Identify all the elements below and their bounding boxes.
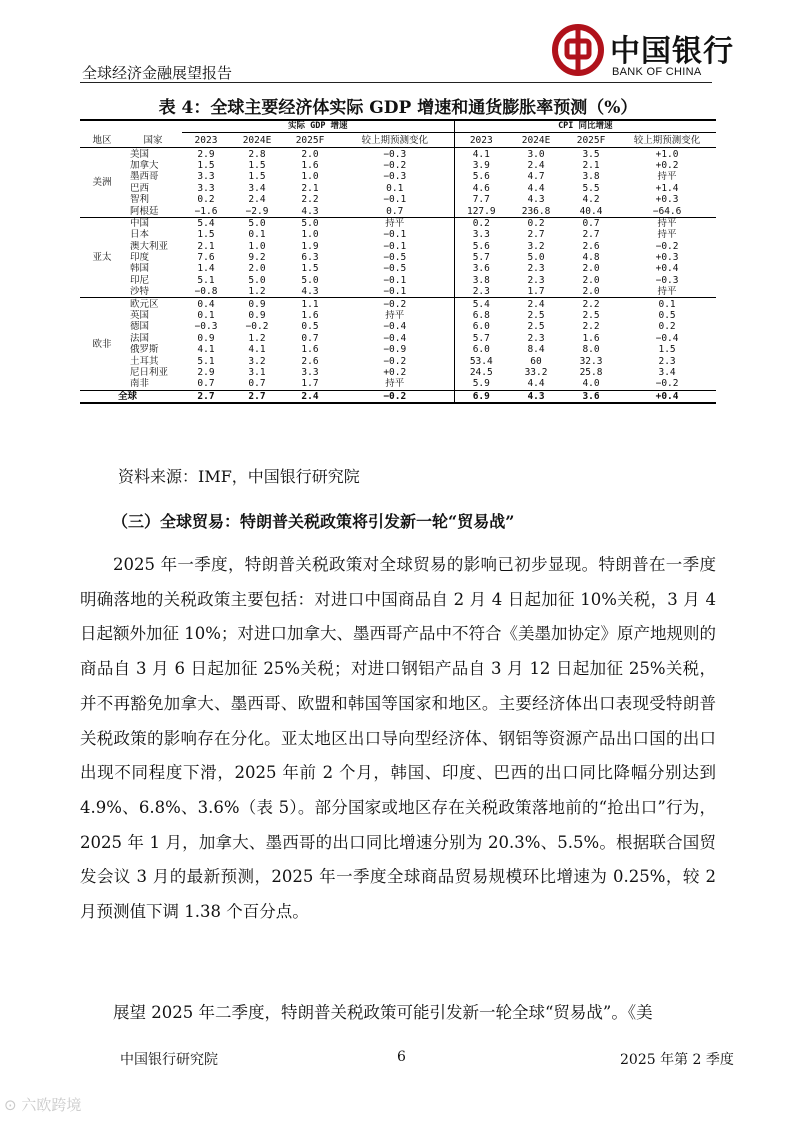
country-cell: 智利 (130, 194, 150, 206)
cpi-value-cell: 6.0 (472, 321, 490, 333)
table-row (80, 367, 716, 378)
cpi-value-cell: 127.9 (466, 205, 496, 217)
gdp-value-cell: 6.3 (301, 252, 319, 264)
cpi-value-cell: 1.7 (527, 286, 545, 298)
cpi-value-cell: 2.5 (527, 321, 545, 333)
logo-english-name: BANK OF CHINA (612, 66, 702, 78)
cpi-change-cell: +0.3 (655, 252, 679, 264)
cpi-value-cell: 4.7 (527, 171, 545, 183)
cpi-value-cell: 2.5 (582, 310, 600, 322)
cpi-value-cell: 3.8 (582, 171, 600, 183)
cpi-value-cell: 2.0 (582, 286, 600, 298)
gdp-value-cell: 5.0 (284, 217, 336, 229)
cpi-value-cell: 1.6 (582, 332, 600, 344)
country-cell: 俄罗斯 (130, 344, 159, 356)
gdp-value-cell: −1.6 (194, 205, 218, 217)
cpi-change-cell: +0.3 (655, 194, 679, 206)
gdp-value-cell: 4.3 (301, 205, 319, 217)
table-row (80, 298, 716, 310)
table-row (80, 217, 716, 229)
cpi-value-cell: 32.3 (579, 355, 603, 367)
gdp-value-cell: 1.5 (248, 159, 266, 171)
gdp-value-cell: 0.7 (301, 332, 319, 344)
gdp-value-cell: 0.2 (197, 194, 215, 206)
cpi-value-cell: 4.1 (454, 148, 508, 160)
gdp-value-cell: 5.0 (301, 274, 319, 286)
region-cell: 欧非 (80, 298, 124, 390)
gdp-value-cell: 2.0 (248, 263, 266, 275)
gdp-value-cell: 0.9 (248, 310, 266, 322)
watermark-text: 六欧跨境 (21, 1096, 82, 1114)
cpi-value-cell: 3.9 (472, 159, 490, 171)
gdp-change-cell: −0.1 (336, 275, 454, 286)
gdp-change-cell: −0.2 (336, 298, 454, 310)
cpi-change-cell: 2.3 (658, 355, 676, 367)
gdp-change-cell: −0.4 (336, 333, 454, 344)
cpi-value-cell: 33.2 (524, 367, 548, 378)
cpi-value-cell: 40.4 (579, 205, 603, 217)
cpi-value-cell: 25.8 (579, 367, 603, 378)
country-cell: 德国 (130, 321, 150, 333)
country-cell: 墨西哥 (130, 171, 159, 183)
total-gdp-cell: 2.7 (182, 390, 230, 403)
cpi-change-cell: 1.5 (658, 344, 676, 356)
cpi-group-header: CPI 同比增速 (454, 120, 716, 133)
cpi-value-cell: 8.0 (582, 344, 600, 356)
gdp-change-cell: −0.2 (336, 160, 454, 171)
cpi-change-cell: +0.2 (655, 159, 679, 171)
cpi-value-cell: 4.4 (527, 378, 545, 390)
footer-publisher: 中国银行研究院 (120, 1052, 218, 1068)
gdp-value-cell: 2.0 (284, 148, 336, 160)
cpi-value-cell: 5.6 (472, 171, 490, 183)
gdp-value-cell: 2.9 (197, 367, 215, 378)
cpi-value-cell: 2.1 (582, 159, 600, 171)
total-cpi-cell: 6.9 (454, 390, 508, 403)
gdp-value-cell: 3.3 (197, 171, 215, 183)
cpi-year-header: 2023 (454, 133, 508, 148)
gdp-change-cell: 0.7 (336, 205, 454, 217)
cpi-value-cell: 60 (530, 355, 542, 367)
country-cell: 南非 (130, 378, 150, 390)
gdp-value-cell: 4.1 (197, 344, 215, 356)
cpi-change-cell: 持平 (657, 171, 677, 183)
table-row (80, 275, 716, 286)
cpi-year-header: 2025F (564, 133, 618, 148)
gdp-value-cell: 3.1 (248, 367, 266, 378)
gdp-value-cell: 1.0 (248, 240, 266, 252)
cpi-value-cell: 0.2 (508, 217, 564, 229)
gdp-change-cell: 持平 (336, 310, 454, 321)
region-col-header: 地区 (80, 133, 124, 148)
cpi-value-cell: 8.4 (527, 344, 545, 356)
gdp-value-cell: 2.9 (182, 148, 230, 160)
country-cell: 印尼 (130, 274, 150, 286)
gdp-value-cell: 3.3 (301, 367, 319, 378)
gdp-value-cell: 4.3 (301, 286, 319, 298)
total-gdp-cell: 2.7 (230, 390, 284, 403)
cpi-value-cell: 236.8 (521, 205, 551, 217)
gdp-value-cell: 4.1 (248, 344, 266, 356)
table-row (80, 252, 716, 263)
gdp-change-cell: −0.4 (336, 321, 454, 332)
cpi-value-cell: 2.3 (472, 286, 490, 298)
cpi-change-cell: +1.0 (618, 148, 716, 160)
cpi-value-cell: 4.3 (527, 194, 545, 206)
gdp-value-cell: 1.9 (301, 240, 319, 252)
total-label-cell: 全球 (80, 390, 182, 403)
footer-period: 2025 年第 2 季度 (620, 1052, 734, 1068)
country-cell: 巴西 (130, 182, 150, 194)
gdp-change-header: 较上期预测变化 (336, 133, 454, 148)
gdp-value-cell: 3.4 (248, 182, 266, 194)
cpi-value-cell: 53.4 (469, 355, 493, 367)
cpi-value-cell: 6.0 (472, 344, 490, 356)
gdp-value-cell: 5.4 (182, 217, 230, 229)
cpi-value-cell: 4.8 (582, 252, 600, 264)
cpi-value-cell: 2.0 (582, 274, 600, 286)
report-title: 全球经济金融展望报告 (82, 64, 233, 82)
gdp-value-cell: 1.5 (301, 263, 319, 275)
cpi-change-cell: 持平 (618, 217, 716, 229)
cpi-change-cell: 持平 (657, 286, 677, 298)
gdp-change-cell: −0.9 (336, 344, 454, 355)
total-gdp-cell: 2.4 (284, 390, 336, 403)
country-cell: 加拿大 (130, 159, 159, 171)
gdp-value-cell: 0.9 (197, 332, 215, 344)
cpi-change-cell: 3.4 (658, 367, 676, 378)
gdp-value-cell: 7.6 (197, 252, 215, 264)
table-row (80, 183, 716, 194)
gdp-value-cell: −0.8 (194, 286, 218, 298)
country-cell: 沙特 (130, 286, 150, 298)
table-row (80, 321, 716, 332)
cpi-value-cell: 5.9 (472, 378, 490, 390)
table-row (80, 171, 716, 182)
cpi-value-cell: 2.6 (582, 240, 600, 252)
table-row (80, 229, 716, 240)
table-caption: 表 4：全球主要经济体实际 GDP 增速和通货膨胀率预测（%） (158, 98, 638, 118)
gdp-value-cell: 9.2 (248, 252, 266, 264)
country-cell: 印度 (130, 252, 150, 264)
gdp-year-header: 2024E (230, 133, 284, 148)
cpi-value-cell: 2.2 (582, 321, 600, 333)
gdp-value-cell: 2.6 (301, 355, 319, 367)
gdp-value-cell: 1.0 (301, 229, 319, 241)
table-row (80, 378, 716, 390)
section-heading: （三）全球贸易：特朗普关税政策将引发新一轮“贸易战” (112, 512, 515, 531)
gdp-value-cell: 1.0 (301, 171, 319, 183)
table-row (80, 241, 716, 252)
gdp-value-cell: 5.0 (230, 217, 284, 229)
gdp-change-cell: −0.1 (336, 229, 454, 240)
cpi-change-cell: −64.6 (652, 205, 682, 217)
cpi-value-cell: 5.5 (582, 182, 600, 194)
cpi-year-header: 2024E (508, 133, 564, 148)
bank-of-china-logo (552, 22, 734, 82)
cpi-value-cell: 2.2 (564, 298, 618, 310)
table-row (80, 355, 716, 366)
logo-chinese-name: 中国银行 (610, 34, 734, 69)
country-cell: 欧元区 (124, 298, 182, 310)
gdp-value-cell: 5.0 (248, 274, 266, 286)
gdp-value-cell: 0.9 (230, 298, 284, 310)
gdp-value-cell: 0.5 (301, 321, 319, 333)
gdp-value-cell: 1.6 (301, 344, 319, 356)
country-cell: 英国 (130, 310, 150, 322)
gdp-value-cell: 0.1 (248, 229, 266, 241)
gdp-value-cell: 1.4 (197, 263, 215, 275)
cpi-value-cell: 0.2 (454, 217, 508, 229)
country-cell: 日本 (130, 229, 150, 241)
country-cell: 土耳其 (130, 355, 159, 367)
cpi-value-cell: 5.7 (472, 252, 490, 264)
gdp-value-cell: 2.4 (248, 194, 266, 206)
cpi-value-cell: 2.4 (508, 298, 564, 310)
country-cell: 中国 (124, 217, 182, 229)
watermark-icon: ⊙ (4, 1096, 22, 1114)
cpi-value-cell: 3.2 (527, 240, 545, 252)
country-cell: 澳大利亚 (130, 240, 169, 252)
cpi-change-cell: +1.4 (655, 182, 679, 194)
body-paragraph: 展望 2025 年二季度，特朗普关税政策可能引发新一轮全球“贸易战”。《美 (113, 1003, 653, 1022)
gdp-change-cell: −0.3 (336, 171, 454, 182)
table-row (80, 148, 716, 160)
gdp-value-cell: 1.2 (248, 286, 266, 298)
cpi-value-cell: 3.0 (508, 148, 564, 160)
cpi-value-cell: 3.6 (472, 263, 490, 275)
country-cell: 尼日利亚 (130, 367, 169, 378)
table-row (80, 344, 716, 355)
cpi-value-cell: 3.5 (564, 148, 618, 160)
table-row (80, 286, 716, 298)
country-cell: 韩国 (130, 263, 150, 275)
table-row (80, 310, 716, 321)
cpi-value-cell: 2.4 (527, 159, 545, 171)
cpi-change-cell: 持平 (657, 229, 677, 241)
gdp-group-header: 实际 GDP 增速 (182, 120, 454, 133)
gdp-change-cell: −0.1 (336, 241, 454, 252)
total-cpi-change-cell: +0.4 (618, 390, 716, 403)
gdp-change-cell: 持平 (336, 217, 454, 229)
cpi-value-cell: 2.5 (527, 310, 545, 322)
gdp-value-cell: 0.1 (197, 310, 215, 322)
cpi-change-cell: 0.5 (658, 310, 676, 322)
gdp-inflation-table (80, 119, 716, 404)
table-source: 资料来源：IMF，中国银行研究院 (118, 467, 360, 486)
cpi-value-cell: 5.7 (472, 332, 490, 344)
gdp-value-cell: 3.2 (248, 355, 266, 367)
cpi-change-cell: +0.4 (655, 263, 679, 275)
gdp-value-cell: 0.7 (248, 378, 266, 390)
cpi-value-cell: 7.7 (472, 194, 490, 206)
gdp-value-cell: 2.1 (197, 240, 215, 252)
cpi-value-cell: 24.5 (469, 367, 493, 378)
cpi-value-cell: 2.3 (527, 274, 545, 286)
cpi-change-cell: 0.1 (618, 298, 716, 310)
cpi-value-cell: 3.3 (472, 229, 490, 241)
gdp-value-cell: 1.5 (197, 159, 215, 171)
gdp-value-cell: 2.8 (230, 148, 284, 160)
cpi-value-cell: 5.4 (454, 298, 508, 310)
gdp-value-cell: 1.6 (301, 310, 319, 322)
gdp-value-cell: 3.3 (197, 182, 215, 194)
cpi-change-cell: 0.2 (658, 321, 676, 333)
cpi-value-cell: 4.6 (472, 182, 490, 194)
watermark (4, 1094, 81, 1115)
gdp-value-cell: 1.1 (284, 298, 336, 310)
gdp-change-cell: 持平 (336, 378, 454, 390)
gdp-change-cell: −0.5 (336, 252, 454, 263)
gdp-change-cell: −0.2 (336, 355, 454, 366)
gdp-value-cell: −0.3 (194, 321, 218, 333)
gdp-value-cell: 0.7 (197, 378, 215, 390)
total-gdp-change-cell: −0.2 (336, 390, 454, 403)
gdp-change-cell: −0.1 (336, 194, 454, 205)
gdp-change-cell: −0.1 (336, 286, 454, 298)
cpi-value-cell: 5.6 (472, 240, 490, 252)
cpi-change-cell: −0.4 (655, 332, 679, 344)
table-row (80, 160, 716, 171)
page-number: 6 (397, 1049, 406, 1065)
table-row (80, 263, 716, 274)
region-cell: 亚太 (80, 217, 124, 298)
gdp-value-cell: 1.5 (197, 229, 215, 241)
gdp-value-cell: 1.7 (301, 378, 319, 390)
cpi-value-cell: 4.4 (527, 182, 545, 194)
gdp-value-cell: 2.1 (301, 182, 319, 194)
body-paragraph: 2025 年一季度，特朗普关税政策对全球贸易的影响已初步显现。特朗普在一季度明确落地的关税政策主要包括：对进口中国商品自 2 月 4 日起加征 10%关税，3 月 4 日起额外加征 10%；对进口加拿大、墨西哥产品中不符合《美墨加协定》原产地规则的商品自 3 月 6 日起加征 25%关税；对进口钢铝产品自 3 月 12 日起加征 25%关税，并不再豁免加拿大、墨西哥、欧盟和韩国等国家和地区。主要经济体出口表现受特朗普关税政策的影响存在分化。亚太地区出口导向型经济体、钢铝等资源产品出口国的出口出现不同程度下滑，2025 年前 2 个月，韩国、印度、巴西的出口同比降幅分别达到 4.9%、6.8%、3.6%（表 5）。部分国家或地区存在关税政策落地前的“抢出口”行为，2025 年 1 月，加拿大、墨西哥的出口同比增速分别为 20.3%、5.5%。根据联合国贸发会议 3 月的最新预测，2025 年一季度全球商品贸易规模环比增速为 0.25%，较 2 月预测值下调 1.38 个百分点。 (80, 555, 716, 922)
table-total-row (80, 390, 716, 403)
gdp-value-cell: 1.5 (248, 171, 266, 183)
cpi-value-cell: 6.8 (472, 310, 490, 322)
cpi-change-cell: −0.2 (655, 378, 679, 390)
total-cpi-cell: 4.3 (508, 390, 564, 403)
table-body (80, 148, 716, 403)
gdp-value-cell: 1.2 (248, 332, 266, 344)
cpi-change-header: 较上期预测变化 (618, 133, 716, 148)
gdp-change-cell: −0.3 (336, 148, 454, 160)
cpi-value-cell: 4.2 (582, 194, 600, 206)
gdp-year-header: 2023 (182, 133, 230, 148)
country-cell: 阿根廷 (130, 205, 159, 217)
table-row (80, 333, 716, 344)
total-cpi-cell: 3.6 (564, 390, 618, 403)
gdp-value-cell: 0.4 (182, 298, 230, 310)
region-cell: 美洲 (80, 148, 124, 217)
table-row (80, 194, 716, 205)
cpi-value-cell: 2.3 (527, 263, 545, 275)
gdp-change-cell: +0.2 (336, 367, 454, 378)
cpi-value-cell: 2.7 (527, 229, 545, 241)
cpi-change-cell: −0.2 (655, 240, 679, 252)
header-divider (80, 82, 712, 83)
gdp-change-cell: 0.1 (336, 183, 454, 194)
country-col-header: 国家 (124, 133, 182, 148)
cpi-change-cell: −0.3 (655, 274, 679, 286)
gdp-value-cell: 5.1 (197, 274, 215, 286)
cpi-value-cell: 2.7 (582, 229, 600, 241)
gdp-value-cell: 5.1 (197, 355, 215, 367)
cpi-value-cell: 2.3 (527, 332, 545, 344)
country-cell: 美国 (124, 148, 182, 160)
gdp-value-cell: −2.9 (245, 205, 269, 217)
gdp-year-header: 2025F (284, 133, 336, 148)
cpi-value-cell: 3.8 (472, 274, 490, 286)
table-row (80, 205, 716, 217)
cpi-value-cell: 5.0 (527, 252, 545, 264)
gdp-value-cell: −0.2 (245, 321, 269, 333)
cpi-value-cell: 2.0 (582, 263, 600, 275)
country-cell: 法国 (130, 332, 150, 344)
gdp-value-cell: 2.2 (301, 194, 319, 206)
cpi-value-cell: 0.7 (564, 217, 618, 229)
gdp-value-cell: 1.6 (301, 159, 319, 171)
gdp-change-cell: −0.5 (336, 263, 454, 274)
bank-of-china-emblem-icon (552, 24, 604, 76)
cpi-value-cell: 4.0 (582, 378, 600, 390)
